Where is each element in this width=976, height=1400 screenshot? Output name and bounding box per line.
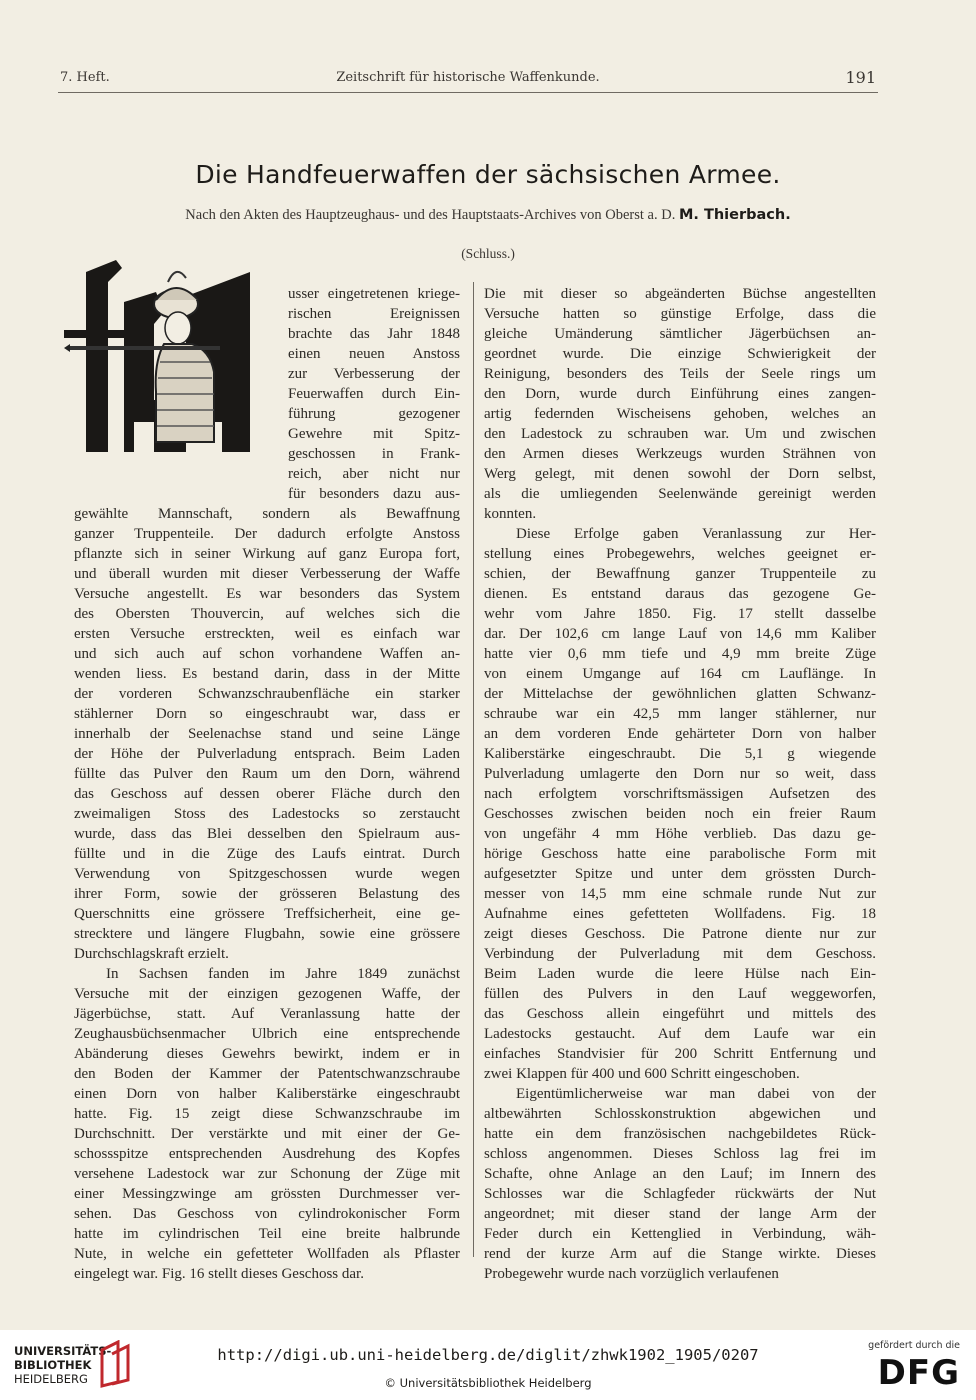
text-line: ihrer Form, sowie der grösseren Belastung des [74, 886, 460, 902]
text-line: versehene Ladestock war zur Schonung der Züge mit [74, 1166, 460, 1182]
text-line: gleiche Umänderung sämtlicher Jägerbüchsen an- [484, 326, 876, 342]
text-line: von einem Umgange auf 164 cm Lauflänge. In [484, 666, 876, 682]
text-line: Durchschnitt. Der verstärkte und mit einer der Ge- [74, 1126, 460, 1142]
text-line: Querschnitts eine grössere Treffsicherheit, eine ge- [74, 906, 460, 922]
text-line: Die mit dieser so abgeänderten Büchse angestellten [484, 286, 876, 302]
text-line: messer von 14,5 mm eine schmale runde Nut zur [484, 886, 876, 902]
text-line: Durchschlagskraft erzielt. [74, 946, 229, 962]
text-line: zweimaligen Stoss des Ladestocks so zerstaucht [74, 806, 460, 822]
text-line: hatte im cylindrischen Teil eine breite halbrunde [74, 1226, 460, 1242]
article-byline [0, 207, 976, 224]
text-line: wehr vom Jahre 1850. Fig. 17 stellt dasselbe [484, 606, 876, 622]
text-line: innerhalb der Seelenachse stand und seine Länge [74, 726, 460, 742]
page-number: 191 [845, 68, 876, 87]
permalink-url[interactable]: http://digi.ub.uni-heidelberg.de/diglit/zhwk1902_1905/0207 [217, 1346, 759, 1364]
copyright-notice: © Universitätsbibliothek Heidelberg [384, 1376, 592, 1390]
text-line: Versuche angestellt. Es war besonders das System [74, 586, 460, 602]
text-line: Verwendung von Spitzgeschossen wurde wegen [74, 866, 460, 882]
text-line: schloss angenommen. Dieses Schloss lag frei im [484, 1146, 876, 1162]
text-line: artig federnden Wischeisens gehoben, welches an [484, 406, 876, 422]
text-line: ersten Versuche erstreckten, weil es einfach war [74, 626, 460, 642]
text-line: rend der kurze Arm auf die Stange wirkte. Dieses [484, 1246, 876, 1262]
library-name-line: BIBLIOTHEK [14, 1358, 92, 1372]
text-line: zur Verbesserung der [288, 366, 460, 382]
text-line: von ungefähr 4 mm Höhe verblieb. Das dazu ge- [484, 826, 876, 842]
text-line: des Obersten Thouvercin, auf welches sich die [74, 606, 460, 622]
left-column [74, 284, 460, 1284]
text-line: Kaliberstärke eingeschraubt. Die 5,1 g wiegende [484, 746, 876, 762]
text-line: das Geschoss auf dessen oberer Fläche durch den [74, 786, 460, 802]
text-line: geordnet wurde. Die einzige Schwierigkeit der [484, 346, 876, 362]
text-line: zwei Klappen für 400 und 600 Schritt eingeschoben. [484, 1066, 800, 1082]
text-line: Versuche mit der einzigen gezogenen Waffe, der [74, 986, 460, 1002]
library-name-line: UNIVERSITÄTS- [14, 1344, 112, 1358]
text-line: an dem vorderen Ende gehärteter Dorn von halber [484, 726, 876, 742]
text-line: Beim Laden wurde die leere Hülse nach Ein- [484, 966, 876, 982]
text-line: brachte das Jahr 1848 [288, 326, 460, 342]
text-line: einer Messingzwinge am grössten Durchmesser ver- [74, 1186, 460, 1202]
text-line: als die umliegenden Seelenwände gereinigt werden [484, 486, 876, 502]
text-line: Schafte, ohne Anlage an den Lauf; im Innern des [484, 1166, 876, 1182]
author-name: M. Thierbach. [678, 207, 791, 223]
text-line: Werg gelegt, mit denen sowohl der Dorn selbst, [484, 466, 876, 482]
header-rule [58, 92, 878, 93]
byline-prefix: Nach den Akten des Hauptzeughaus- und des Hauptstaats-Archives von Oberst a. D. [185, 207, 676, 223]
text-line: ganzer Truppenteile. Der dadurch erfolgte Anstoss [74, 526, 460, 542]
text-line: hatte ein dem französischen nachgebildetes Rück- [484, 1126, 876, 1142]
text-line: Geschosses zwischen beiden noch ein freier Raum [484, 806, 876, 822]
text-line: den Boden der Kammer der Patentschwanzschraube [74, 1066, 460, 1082]
text-line: und sich auch auf schon vorhandene Waffen an- [74, 646, 460, 662]
funding-caption: gefördert durch die [868, 1340, 960, 1351]
text-line: In Sachsen fanden im Jahre 1849 zunächst [106, 966, 460, 982]
text-line: der Mittelachse der gewöhnlichen glatten Schwanz- [484, 686, 876, 702]
text-line: einen Dorn von halber Kaliberstärke eingeschraubt [74, 1086, 460, 1102]
text-line: der vorderen Schwanzschraubenfläche ein starker [74, 686, 460, 702]
right-column [484, 284, 876, 1284]
text-line: Nute, in welche ein gefetteter Wollfaden als Pflaster [74, 1246, 460, 1262]
text-line: zeigt dieses Geschoss. Die Patrone diente nur zur [484, 926, 876, 942]
continuation-note: (Schluss.) [461, 246, 515, 261]
text-line: Reinigung, besonders des Teils der Seele rings um [484, 366, 876, 382]
text-line: füllen des Pulvers in den Lauf weggeworfen, [484, 986, 876, 1002]
text-line: wenden liess. Es bestand darin, dass in der Mitte [74, 666, 460, 682]
text-line: konnten. [484, 506, 537, 522]
issue-label: 7. Heft. [60, 70, 110, 85]
journal-title: Zeitschrift für historische Waffenkunde. [336, 70, 600, 85]
text-line: Jägerbüchse, statt. Auf Veranlassung hatte der [74, 1006, 460, 1022]
text-line: füllte das Pulver den Raum um den Dorn, während [74, 766, 460, 782]
text-line: den Ladestock zu schrauben war. Um und zwischen [484, 426, 876, 442]
text-line: und überall wurden mit dieser Verbesserung der Waffe [74, 566, 460, 582]
text-line: hörige Geschoss hatte eine parabolische Form mit [484, 846, 876, 862]
text-line: geschossen in Frank- [288, 446, 460, 462]
text-line: dar. Der 102,6 cm lange Lauf von 14,6 mm Kaliber [484, 626, 876, 642]
text-line: für besonders dazu aus- [288, 486, 460, 502]
text-line: Probegewehr wurde nach vorzüglich verlaufenen [484, 1266, 779, 1282]
text-line: Eigentümlicherweise war man dabei von der [516, 1086, 876, 1102]
text-line: wurde, dass das Blei desselben den Spielraum aus- [74, 826, 460, 842]
text-line: stählerner Dorn so eingeschraubt war, dass er [74, 706, 460, 722]
dfg-logo: DFG [877, 1353, 960, 1393]
text-line: gewählte Mannschaft, sondern als Bewaffnung [74, 506, 460, 522]
text-line: sehen. Das Geschoss von cylindrokonischer Form [74, 1206, 460, 1222]
text-line: Versuche hatten so günstige Erfolge, dass die [484, 306, 876, 322]
text-line: Zeughausbüchsenmacher Ulbrich eine entsprechende [74, 1026, 460, 1042]
text-line: rischen Ereignissen [288, 306, 460, 322]
text-line: schraube war ein 42,5 mm langer stählerner, nur [484, 706, 876, 722]
text-line: eingelegt war. Fig. 16 stellt dieses Geschoss dar. [74, 1266, 364, 1282]
text-line: Feder durch ein Kettenglied in Verbindung, wäh- [484, 1226, 876, 1242]
text-line: das Geschoss allein eingeführt und mittels des [484, 1006, 876, 1022]
text-line: usser eingetretenen kriege- [288, 286, 460, 302]
text-line: stellung eines Probegewehrs, welches geeignet er- [484, 546, 876, 562]
text-line: Pulverladung umlagerte den Dorn nur so weit, dass [484, 766, 876, 782]
text-line: führung gezogener [288, 406, 460, 422]
text-line: einfaches Standvisier für 200 Schritt Entfernung und [484, 1046, 876, 1062]
text-line: hatte vier 0,6 mm tiefe und 4,9 mm breite Züge [484, 646, 876, 662]
text-line: den Armen dieses Werkzeugs wurden Strähnen von [484, 446, 876, 462]
text-line: Feuerwaffen durch Ein- [288, 386, 460, 402]
article-title: Die Handfeuerwaffen der sächsischen Armee. [195, 160, 781, 189]
text-line: aufgesetzter Spitze und unter dem grössten Durch- [484, 866, 876, 882]
text-line: angeordnet; mit dieser stand der lange Arm der [484, 1206, 876, 1222]
text-line: schien, der Bewaffnung ganzer Truppenteile zu [484, 566, 876, 582]
text-line: Gewehre mit Spitz- [288, 426, 460, 442]
text-line: Diese Erfolge gaben Veranlassung zur Her- [516, 526, 876, 542]
text-line: pflanzte sich in seiner Wirkung auf ganz Europa fort, [74, 546, 460, 562]
text-line: strecktere und längere Flugbahn, sowie eine grössere [74, 926, 460, 942]
library-name-line: HEIDELBERG [14, 1372, 88, 1386]
text-line: reich, aber nicht nur [288, 466, 460, 482]
text-line: Aufnahme eines gefetteten Wollfadens. Fig. 18 [484, 906, 876, 922]
text-line: nach erfolgtem vorschriftsmässigen Aufsetzen des [484, 786, 876, 802]
text-line: altbewährten Schlosskonstruktion abgewichen und [484, 1106, 876, 1122]
text-line: dienen. Es entstand daraus das gezogene Ge- [484, 586, 876, 602]
text-line: Verbindung der Pulverladung mit dem Geschoss. [484, 946, 876, 962]
text-line: Abänderung dieses Gewehrs bewirkt, indem er in [74, 1046, 460, 1062]
text-line: einen neuen Anstoss [288, 346, 460, 362]
text-line: der Höhe der Pulverladung entsprach. Beim Laden [74, 746, 460, 762]
text-line: Schlosses war die Schlagfeder rückwärts der Nut [484, 1186, 876, 1202]
text-line: den Dorn, wurde durch Einführung eines zangen- [484, 386, 876, 402]
text-line: hatte. Fig. 15 zeigt diese Schwanzschraube im [74, 1106, 460, 1122]
text-line: füllte und in die Züge des Laufs eintrat. Durch [74, 846, 460, 862]
text-line: Ladestocks gestaucht. Auf dem Laufe war ein [484, 1026, 876, 1042]
text-line: schossspitze entsprechenden Ausdrehung des Kopfes [74, 1146, 460, 1162]
column-divider [473, 282, 474, 1257]
